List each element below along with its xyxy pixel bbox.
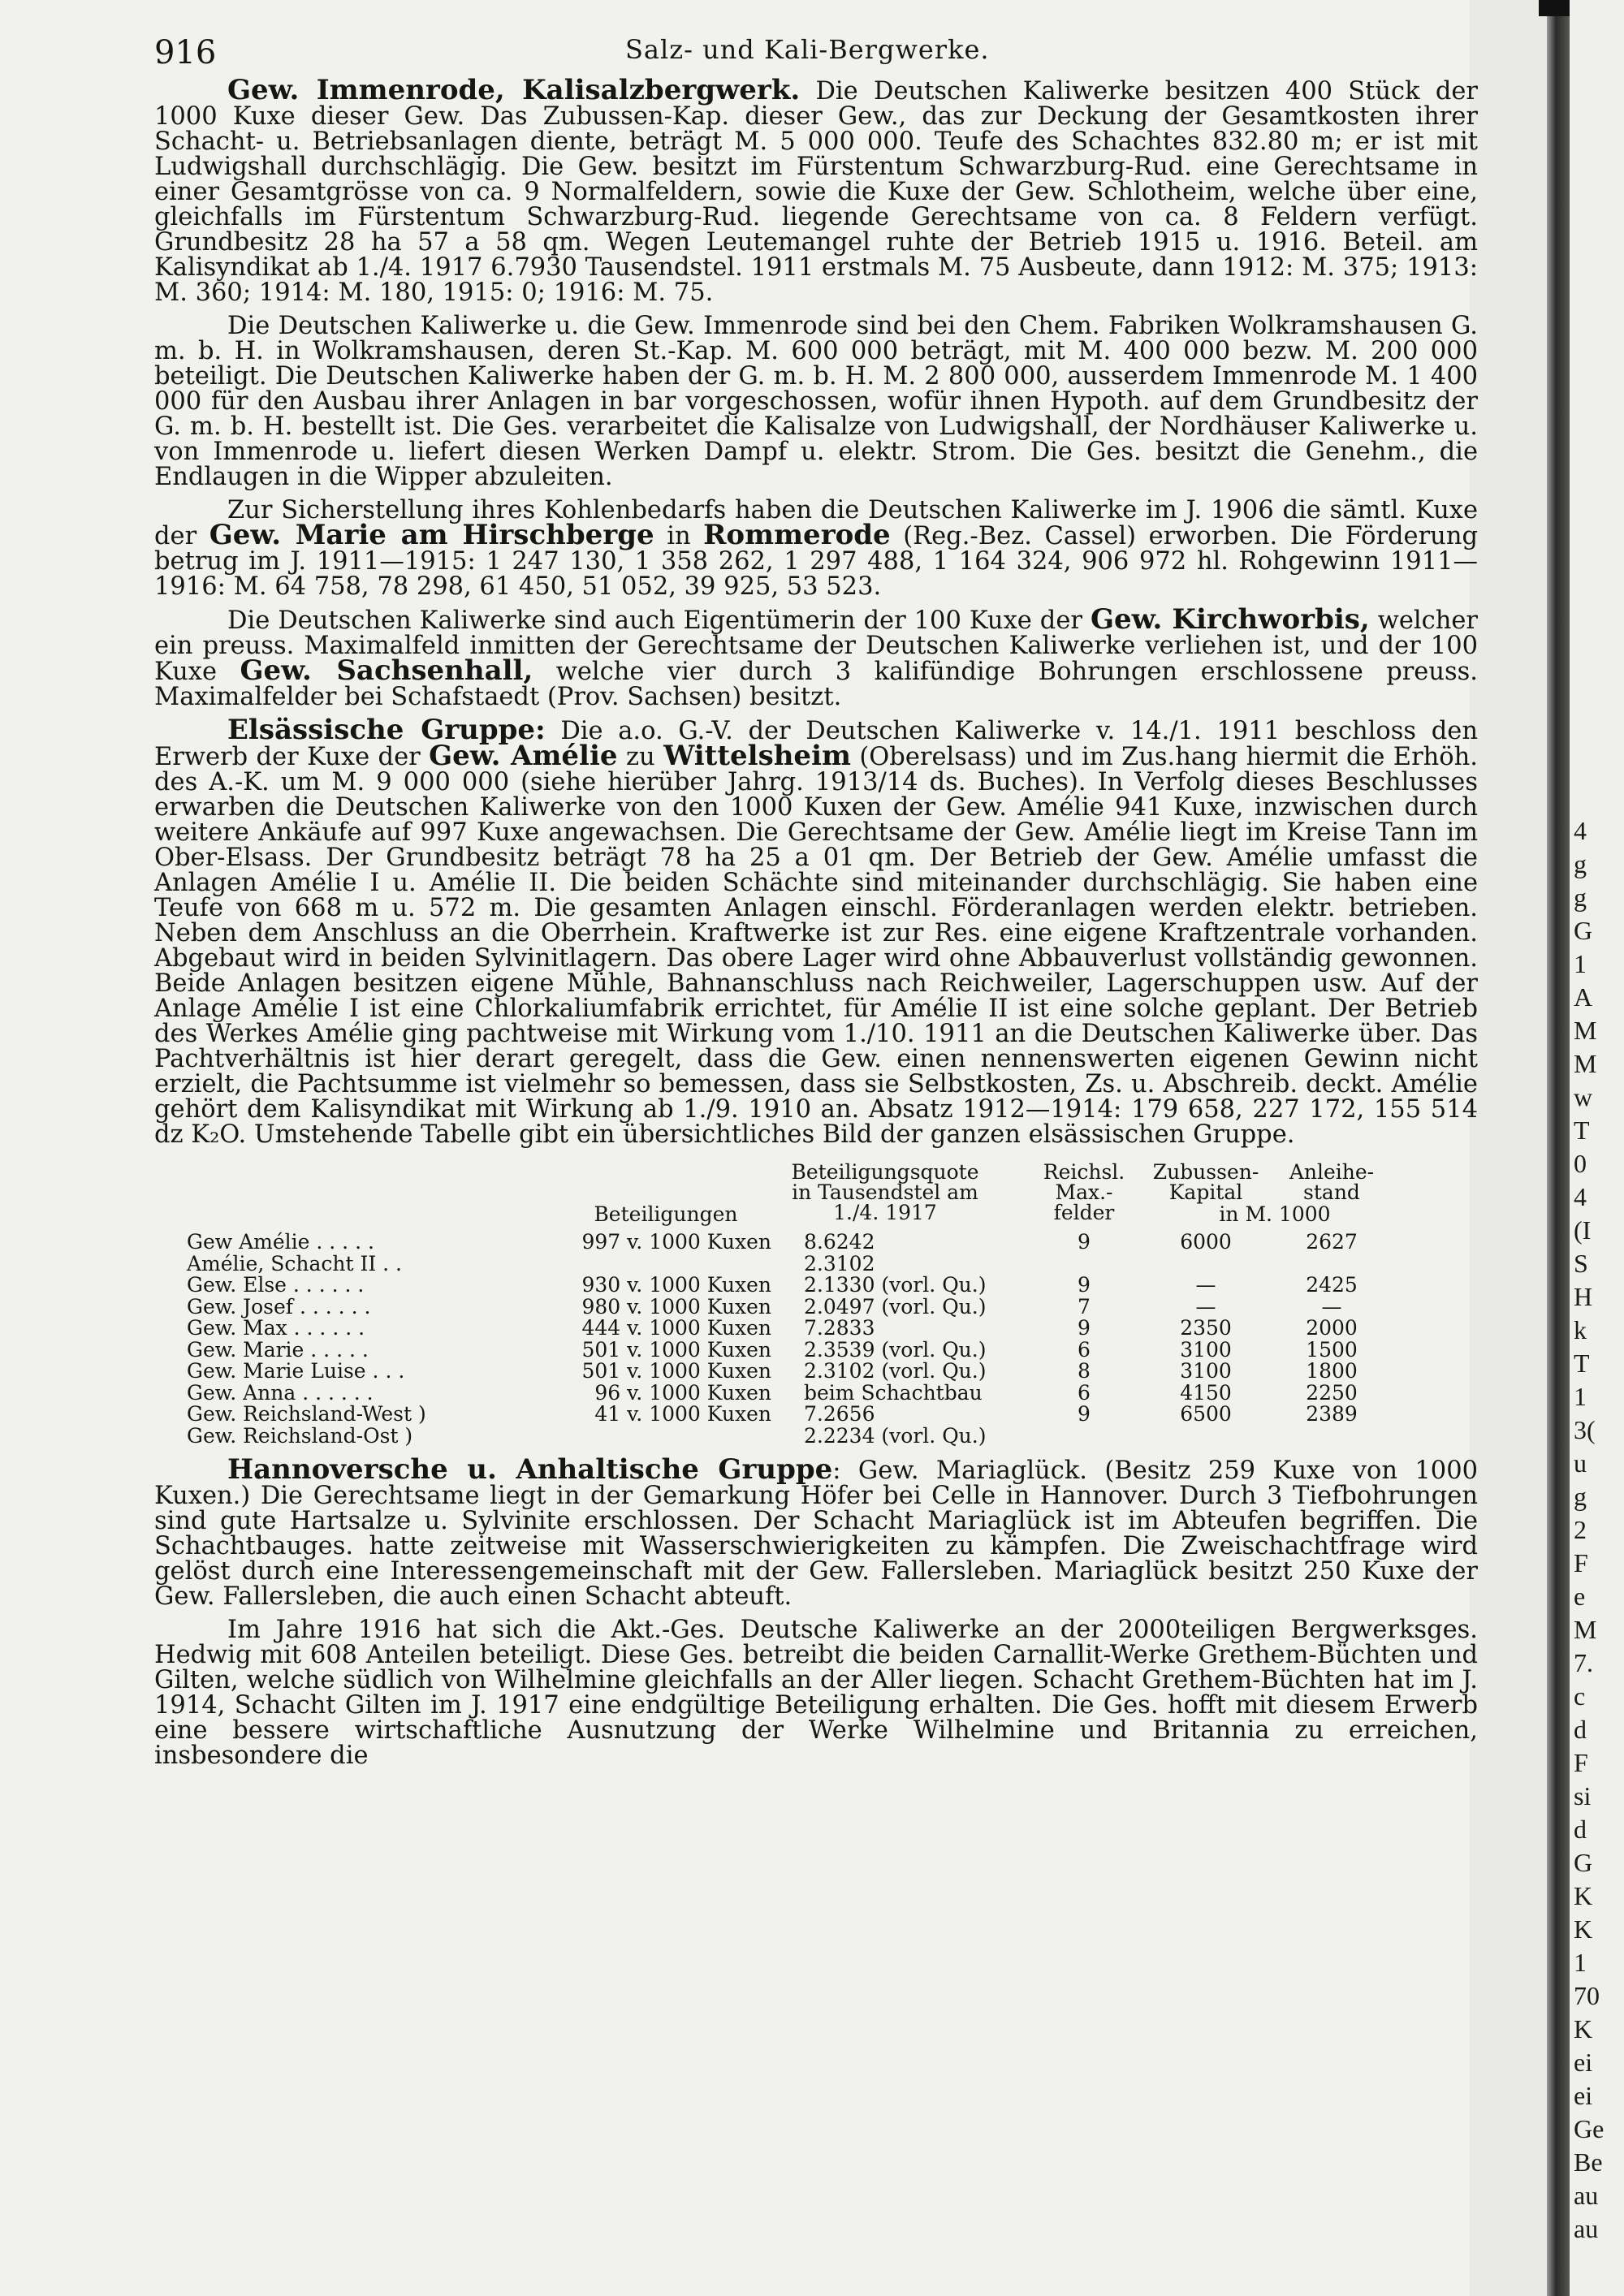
table-cell-zub: 4150	[1180, 1380, 1232, 1405]
fringe-glyph: T	[1574, 1116, 1590, 1145]
table-cell-anl: 2250	[1306, 1380, 1358, 1405]
page-content	[154, 29, 1478, 1768]
table-cell-quote: 2.0497 (vorl. Qu.)	[804, 1294, 987, 1318]
table-cell-bet: 41 v. 1000 Kuxen	[594, 1402, 771, 1426]
table-cell-bet: 96 v. 1000 Kuxen	[594, 1380, 771, 1405]
fringe-glyph: w	[1574, 1082, 1593, 1111]
marie-name: Gew. Marie am Hirschberge	[209, 519, 654, 551]
table-cell-quote: 8.6242	[804, 1230, 875, 1254]
table-cell-bet: 444 v. 1000 Kuxen	[581, 1316, 771, 1340]
table-cell-felder: 9	[1078, 1230, 1091, 1254]
table-cell-quote: 2.3539 (vorl. Qu.)	[804, 1337, 987, 1362]
table-cell-name: Amélie, Schacht II . .	[187, 1251, 403, 1275]
th-felder: Reichsl. Max.-felder	[1043, 1160, 1125, 1224]
table-cell-anl: 1800	[1306, 1359, 1358, 1383]
elsass-table	[154, 1162, 1478, 1446]
th-beteiligungen: Beteiligungen	[594, 1202, 738, 1226]
elsass-heading: Elsässische Gruppe:	[227, 714, 546, 746]
table-cell-bet: 930 v. 1000 Kuxen	[581, 1273, 771, 1297]
table-cell-felder: 9	[1078, 1402, 1091, 1426]
table-cell-zub: 6500	[1180, 1402, 1232, 1426]
table-cell-zub: —	[1195, 1273, 1216, 1297]
hannover-text: : Gew. Mariaglück. (Besitz 259 Kuxe von 1000 Kuxen.) Die Gerechtsame liegt in der Gemarkung Höfer bei Celle in Hannover. Durch 3 Tiefbohrungen sind gute Hartsalze u. Sylvinite erschlossen. Der Schacht Mariaglück ist im Abteufen begriffen. Die Schachtbauges. hatte zeitweise mit Wasserschwierigkeiten zu kämpfen. Die Zweischachtfrage wird gelöst durch eine Interessengemeinschaft mit der Gew. Fallersleben. Mariaglück besitzt 250 Kuxe der Gew. Fallersleben, die auch einen Schacht abteuft.	[154, 1457, 1479, 1611]
table-cell-name: Gew. Marie . . . . .	[187, 1337, 369, 1362]
table-cell-zub: 2350	[1180, 1316, 1232, 1340]
fringe-glyph: Ge	[1574, 2114, 1605, 2143]
fringe-glyph: 1	[1574, 949, 1587, 978]
table-cell-felder: 9	[1078, 1316, 1091, 1340]
table-cell-quote: 7.2833	[804, 1316, 875, 1340]
fringe-glyph: S	[1574, 1249, 1588, 1278]
table-cell-quote: 2.3102	[804, 1251, 875, 1275]
marie-place: Rommerode	[703, 519, 891, 551]
book-gutter-shadow	[1547, 0, 1570, 2296]
table-cell-anl: 2425	[1306, 1273, 1358, 1297]
th-zubussen: Zubussen-Kapital	[1152, 1160, 1259, 1204]
fringe-glyph: G	[1574, 1848, 1593, 1877]
table-cell-name: Gew. Anna . . . . . .	[187, 1380, 374, 1405]
elsass-pre: Die a.o. G.-V. der Deutschen Kaliwerke v. 14./1. 1911 beschloss den Erwerb der Kuxe der	[154, 717, 1478, 771]
table-cell-name: Gew. Reichsland-Ost )	[187, 1423, 413, 1448]
table-cell-quote: beim Schachtbau	[804, 1380, 983, 1405]
table-cell-zub: —	[1195, 1294, 1216, 1318]
fringe-glyph: K	[1574, 1881, 1593, 1910]
fringe-glyph: si	[1574, 1781, 1592, 1810]
hannover-heading: Hannoversche u. Anhaltische Gruppe	[227, 1453, 833, 1486]
hedwig-paragraph: Im Jahre 1916 hat sich die Akt.-Ges. Deutsche Kaliwerke an der 2000teiligen Bergwerksges. Hedwig mit 608 Anteilen beteiligt. Diese Ges. betreibt die beiden Carnallit-Werke Grethem-Büchten und Gilten, welche südlich von Wilhelmine gleichfalls an der Aller liegen. Schacht Grethem-Büchten hat im J. 1914, Schacht Gilten im J. 1917 eine endgültige Beteiligung erhalten. Die Ges. hofft mit diesem Erwerb eine bessere wirtschaftliche Ausnutzung der Werke Wilhelmine und Britannia zu erreichen, insbesondere die	[154, 1616, 1478, 1770]
fringe-glyph: A	[1574, 982, 1593, 1012]
table-cell-name: Gew. Max . . . . . .	[187, 1316, 365, 1340]
table-cell-zub: 3100	[1180, 1337, 1232, 1362]
page-header	[154, 29, 1478, 78]
table-cell-quote: 2.2234 (vorl. Qu.)	[804, 1423, 987, 1448]
table-cell-name: Gew. Else . . . . . .	[187, 1273, 365, 1297]
kirchworbis-name: Gew. Kirchworbis,	[1090, 603, 1370, 636]
fringe-glyph: M	[1574, 1615, 1597, 1644]
table-cell-zub: 6000	[1180, 1230, 1232, 1254]
th-anleihe: Anleihe-stand	[1289, 1160, 1375, 1204]
table-cell-anl: 2389	[1306, 1402, 1358, 1426]
fringe-glyph: M	[1574, 1016, 1597, 1045]
table-cell-felder: 7	[1078, 1294, 1091, 1318]
table-cell-name: Gew. Marie Luise . . .	[187, 1359, 405, 1383]
fringe-glyph: M	[1574, 1049, 1597, 1078]
fringe-glyph: (I	[1574, 1215, 1592, 1245]
fringe-glyph: Be	[1574, 2147, 1603, 2177]
fringe-glyph: d	[1574, 1715, 1587, 1744]
fringe-glyph: F	[1574, 1548, 1588, 1577]
table-cell-zub: 3100	[1180, 1359, 1232, 1383]
table-cell-bet: 980 v. 1000 Kuxen	[581, 1294, 771, 1318]
fringe-glyph: 1	[1574, 1382, 1587, 1411]
kirchworbis-mid: welcher ein preuss. Maximalfeld inmitten der Gerechtsame der Deutschen Kaliwerke verliehen ist, und der 100 Kuxe	[154, 606, 1478, 686]
fringe-glyph: T	[1574, 1349, 1590, 1378]
fringe-glyph: d	[1574, 1815, 1587, 1844]
fringe-glyph: au	[1574, 2181, 1599, 2210]
kirchworbis-pre: Die Deutschen Kaliwerke sind auch Eigentümerin der 100 Kuxe der	[227, 606, 1082, 635]
amelie-name: Gew. Amélie	[429, 740, 618, 772]
elsass-paragraph	[154, 714, 1478, 1149]
fringe-glyph: 1	[1574, 1948, 1587, 1977]
fringe-glyph: F	[1574, 1748, 1588, 1777]
page-number: 916	[154, 34, 217, 71]
fringe-glyph: 3(	[1574, 1415, 1596, 1444]
hannover-paragraph	[154, 1453, 1479, 1611]
marie-post: (Reg.-Bez. Cassel) erworben. Die Förderung betrug im J. 1911—1915: 1 247 130, 1 358 262, 1 297 488, 1 164 324, 906 972 hl. Rohgewinn 1911—1916: M. 64 758, 78 298, 61 450, 51 052, 39 925, 53 523.	[154, 522, 1478, 601]
table-cell-name: Gew Amélie . . . . .	[187, 1230, 374, 1254]
immenrode-paragraph	[154, 74, 1478, 307]
immenrode-heading: Gew. Immenrode, Kalisalzbergwerk.	[227, 74, 801, 106]
fringe-glyph: k	[1574, 1315, 1587, 1344]
running-title: Salz- und Kali-Bergwerke.	[625, 34, 990, 65]
fringe-glyph: 4	[1574, 1182, 1587, 1211]
table-cell-name: Gew. Reichsland-West )	[187, 1402, 426, 1426]
fringe-glyph: 0	[1574, 1149, 1587, 1178]
table-cell-bet: 997 v. 1000 Kuxen	[581, 1230, 771, 1254]
table-cell-felder: 9	[1078, 1273, 1091, 1297]
kirchworbis-paragraph	[154, 603, 1478, 711]
fringe-glyph: g	[1574, 849, 1587, 878]
table-cell-anl: 2000	[1306, 1316, 1358, 1340]
table-cell-quote: 2.1330 (vorl. Qu.)	[804, 1273, 987, 1297]
th-unit: in M. 1000	[1219, 1202, 1331, 1226]
fringe-glyph: g	[1574, 1482, 1587, 1511]
table-cell-bet: 501 v. 1000 Kuxen	[581, 1359, 771, 1383]
fringe-glyph: c	[1574, 1681, 1586, 1711]
elsass-mid: zu	[625, 743, 655, 771]
table-cell-anl: 1500	[1306, 1337, 1358, 1362]
table-cell-felder: 6	[1078, 1380, 1091, 1405]
marie-mid: in	[667, 522, 691, 550]
fringe-glyph: u	[1574, 1448, 1587, 1478]
table-cell-quote: 7.2656	[804, 1402, 875, 1426]
fringe-glyph: e	[1574, 1582, 1586, 1611]
fringe-glyph: K	[1574, 1914, 1593, 1944]
fringe-glyph: au	[1574, 2214, 1599, 2243]
fringe-glyph: G	[1574, 916, 1593, 945]
fringe-glyph: 2	[1574, 1515, 1587, 1544]
elsass-post: (Oberelsass) und im Zus.hang hiermit die Erhöh. des A.-K. um M. 9 000 000 (siehe hierüber Jahrg. 1913/14 ds. Buches). In Verfolg dieses Beschlusses erwarben die Deutschen Kaliwerke von den 1000 Kuxen der Gew. Amélie 941 Kuxe, inzwischen durch weitere Ankäufe auf 997 Kuxe angewachsen. Die Gerechtsame der Gew. Amélie liegt im Kreise Tann im Ober-Elsass. Der Grundbesitz beträgt 78 ha 25 a 01 qm. Der Betrieb der Gew. Amélie umfasst die Anlagen Amélie I u. Amélie II. Die beiden Schächte sind miteinander durchschlägig. Sie haben eine Teufe von 668 m u. 572 m. Die gesamten Anlagen einschl. Förderanlagen werden elektr. betrieben. Neben dem Anschluss an die Oberrhein. Kraftwerke ist zur Res. eine eigene Kraftzentrale vorhanden. Abgebaut wird in beiden Sylvinitlagern. Das obere Lager wird ohne Abbauverlust vollständig gewonnen. Beide Anlagen besitzen eigene Mühle, Bahnanschluss nach Reichweiler, Lagerschuppen usw. Auf der Anlage Amélie I ist eine Chlorkaliumfabrik errichtet, für Amélie II ist eine solche geplant. Der Betrieb des Werkes Amélie ging pachtweise mit Wirkung vom 1./10. 1911 an die Deutschen Kaliwerke über. Das Pachtverhältnis ist hier derart geregelt, dass die Gew. einen nennenswerten eigenen Gewinn nicht erzielt, die Pachtsumme ist vielmehr so bemessen, dass sie Selbstkosten, Zs. u. Abschreib. deckt. Amélie gehört dem Kalisyndikat mit Wirkung ab 1./9. 1910 an. Absatz 1912—1914: 179 658, 227 172, 155 514 dz K₂O. Umstehende Tabelle gibt ein übersichtliches Bild der ganzen elsässischen Gruppe.	[154, 743, 1478, 1149]
immenrode-text: Die Deutschen Kaliwerke besitzen 400 Stück der 1000 Kuxe dieser Gew. Das Zubussen-Kap. dieser Gew., das zur Deckung der Gesamtkosten ihrer Schacht- u. Betriebsanlagen diente, beträgt M. 5 000 000. Teufe des Schachtes 832.80 m; er ist mit Ludwigshall durchschlägig. Die Gew. besitzt im Fürstentum Schwarzburg-Rud. eine Gerechtsame in einer Gesamtgrösse von ca. 9 Normalfeldern, sowie die Kuxe der Gew. Schlotheim, welche über eine, gleichfalls im Fürstentum Schwarzburg-Rud. liegende Gerechtsame von ca. 8 Feldern verfügt. Grundbesitz 28 ha 57 a 58 qm. Wegen Leutemangel ruhte der Betrieb 1915 u. 1916. Beteil. am Kalisyndikat ab 1./4. 1917 6.7930 Tausendstel. 1911 erstmals M. 75 Ausbeute, dann 1912: M. 375; 1913: M. 360; 1914: M. 180, 1915: 0; 1916: M. 75.	[154, 77, 1478, 307]
fringe-glyph: ei	[1574, 2081, 1593, 2110]
fringe-glyph: K	[1574, 2014, 1593, 2044]
fringe-glyph: 4	[1574, 816, 1587, 845]
table-cell-quote: 2.3102 (vorl. Qu.)	[804, 1359, 987, 1383]
fringe-glyph: 70	[1574, 1981, 1600, 2010]
wittelsheim-name: Wittelsheim	[663, 740, 851, 772]
table-cell-name: Gew. Josef . . . . . .	[187, 1294, 371, 1318]
table-cell-felder: 6	[1078, 1337, 1091, 1362]
table-cell-anl: 2627	[1306, 1230, 1358, 1254]
fringe-glyph: g	[1574, 883, 1587, 912]
th-quote: Beteiligungsquote in Tausendstel am 1./4. 1917	[791, 1160, 979, 1224]
kirchworbis-post: welche vier durch 3 kalifündige Bohrungen erschlossene preuss. Maximalfelder bei Schafstaedt (Prov. Sachsen) besitzt.	[154, 658, 1478, 711]
sachsenhall-name: Gew. Sachsenhall,	[240, 654, 533, 687]
table-cell-felder: 8	[1078, 1359, 1091, 1383]
wolkramshausen-paragraph: Die Deutschen Kaliwerke u. die Gew. Immenrode sind bei den Chem. Fabriken Wolkramshausen G. m. b. H. in Wolkramshausen, deren St.-Kap. M. 600 000 beträgt, mit M. 400 000 bezw. M. 200 000 beteiligt. Die Deutschen Kaliwerke haben der G. m. b. H. M. 2 800 000, ausserdem Immenrode M. 1 400 000 für den Ausbau ihrer Anlagen in bar vorgeschossen, wofür ihnen Hypoth. auf dem Grundbesitz der G. m. b. H. bestellt ist. Die Ges. verarbeitet die Kalisalze von Ludwigshall, der Nordhäuser Kaliwerke u. von Immenrode u. liefert diesen Werken Dampf u. elektr. Strom. Die Ges. besitzt die Genehm., die Endlaugen in die Wipper abzuleiten.	[154, 312, 1478, 491]
fringe-glyph: H	[1574, 1282, 1593, 1311]
table-cell-anl: —	[1321, 1294, 1342, 1318]
fringe-glyph: ei	[1574, 2048, 1593, 2077]
table-cell-bet: 501 v. 1000 Kuxen	[581, 1337, 771, 1362]
fringe-glyph: 7.	[1574, 1648, 1593, 1677]
marie-pre: Zur Sicherstellung ihres Kohlenbedarfs haben die Deutschen Kaliwerke im J. 1906 die sämtl. Kuxe der	[154, 496, 1478, 550]
marie-paragraph	[154, 498, 1478, 599]
